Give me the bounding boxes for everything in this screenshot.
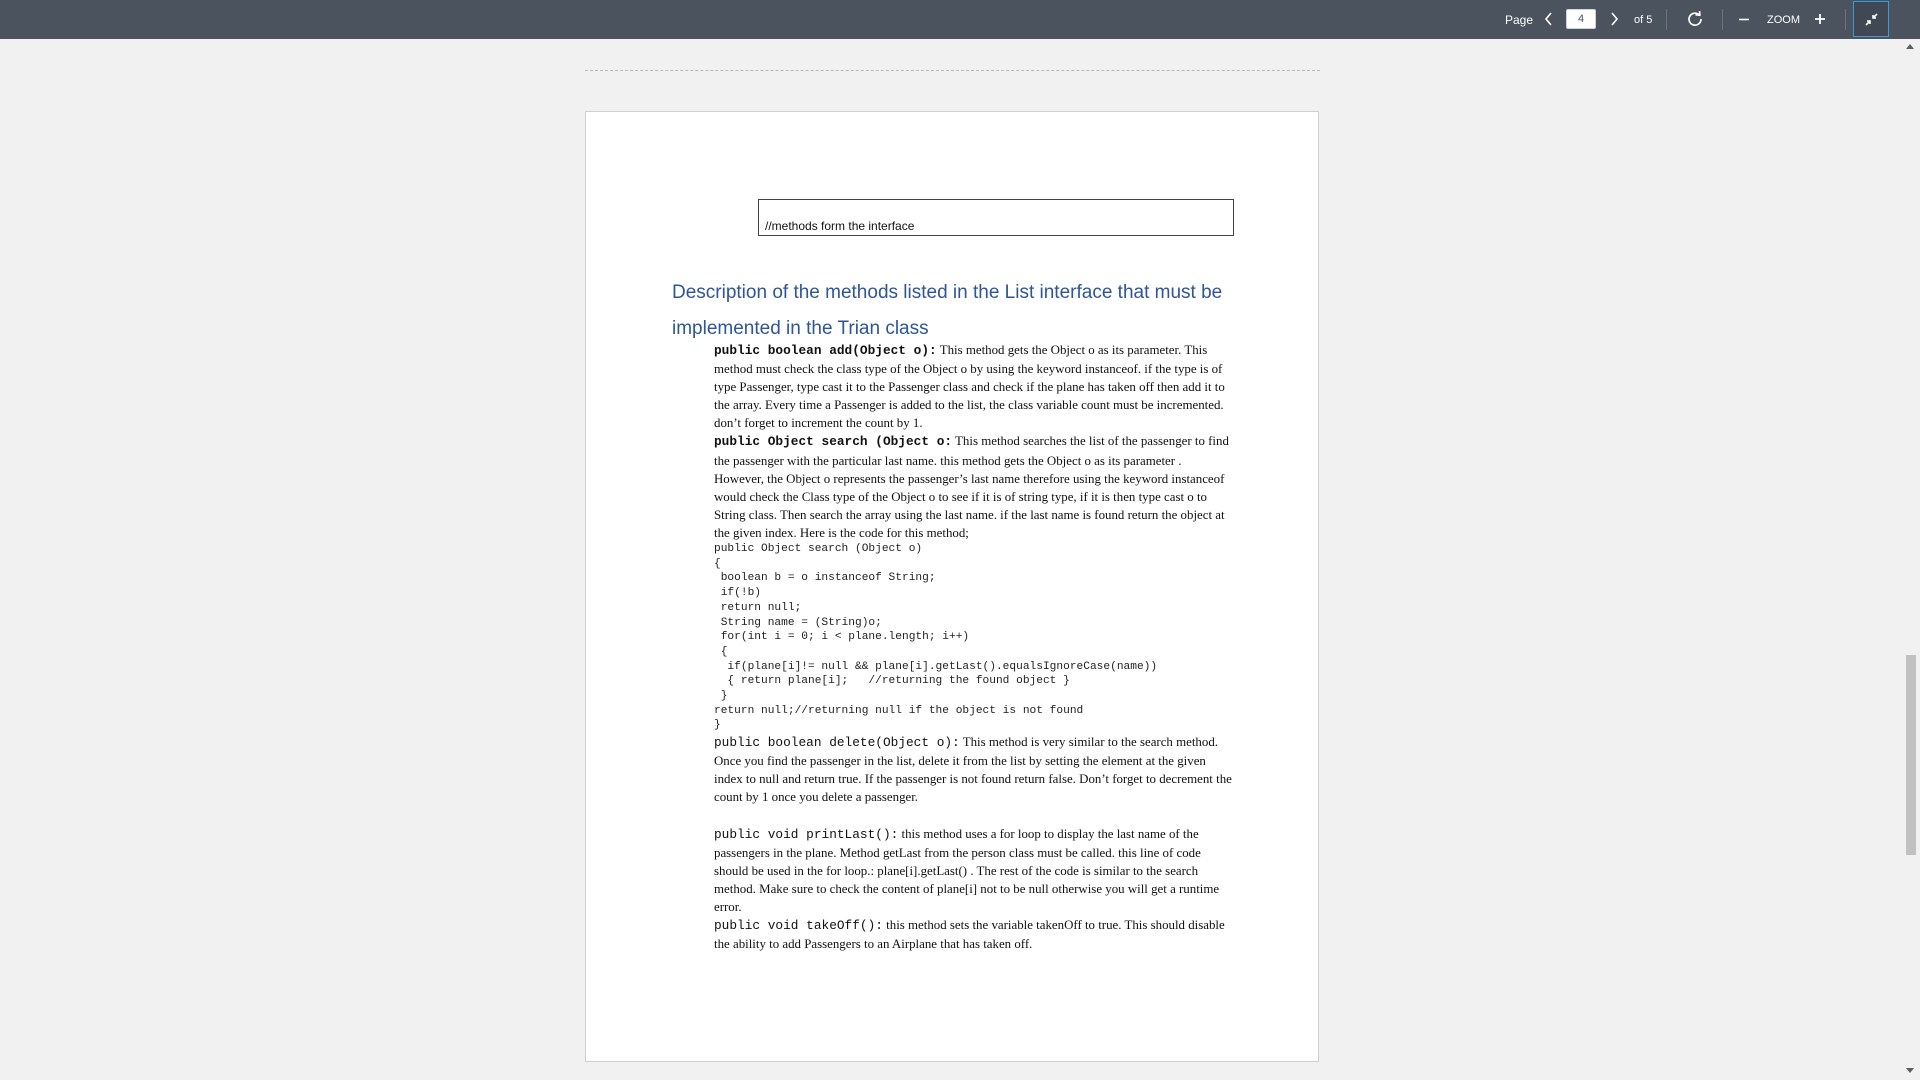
delete-method-description: This method is very similar to the search method. Once you find the passenger in the list, delete it from the list by setting the element at the given index to null and return true. If the passenger is not found return false. Don’t forget to decrement the count by 1 once you delete a passenger. bbox=[714, 735, 1232, 805]
toolbar-divider bbox=[1845, 9, 1846, 30]
plus-icon[interactable] bbox=[1813, 12, 1827, 26]
delete-method-paragraph bbox=[714, 733, 1234, 806]
minus-icon[interactable] bbox=[1737, 12, 1751, 26]
code-line: return null;//returning null if the object is not found bbox=[714, 704, 1084, 717]
page-count-label: of 5 bbox=[1634, 14, 1653, 26]
add-method-paragraph bbox=[714, 341, 1234, 432]
toolbar-divider bbox=[1722, 9, 1723, 30]
exit-fullscreen-button[interactable] bbox=[1853, 1, 1889, 37]
code-box-text: //methods form the interface bbox=[765, 219, 915, 233]
method-descriptions bbox=[714, 341, 1234, 953]
viewer-toolbar bbox=[0, 0, 1920, 39]
search-method-signature: public Object search (Object o: bbox=[714, 434, 953, 450]
code-line: String name = (String)o; bbox=[714, 616, 882, 629]
printlast-method-description: this method uses a for loop to display the last name of the passengers in the plane. Method getLast from the person class must be called. this line of code should be used in the for loop.: plane[i].getLast() . The rest of the code is similar to the search method. Make sure to check the content of plane[i] not to be null otherwise you will get a runtime error. bbox=[714, 826, 1220, 914]
code-line: for(int i = 0; i < plane.length; i++) bbox=[714, 631, 970, 644]
takeoff-method-signature: public void takeOff(): bbox=[714, 918, 883, 934]
section-heading: Description of the methods listed in the List interface that must be implemented in the Trian class bbox=[672, 282, 1223, 339]
scroll-down-arrow-icon[interactable] bbox=[1906, 1068, 1914, 1073]
zoom-label: ZOOM bbox=[1767, 14, 1800, 26]
add-method-signature: public boolean add(Object o): bbox=[714, 343, 937, 358]
takeoff-method-paragraph bbox=[714, 916, 1234, 953]
paragraph-spacer bbox=[714, 807, 1234, 825]
takeoff-method-description: this method sets the variable takenOff to true. This should disable the ability to add Passengers to an Airplane that has taken off. bbox=[714, 918, 1225, 952]
code-line: { bbox=[714, 557, 721, 570]
code-line: } bbox=[714, 719, 721, 732]
chevron-right-icon[interactable] bbox=[1607, 10, 1621, 28]
scroll-up-arrow-icon[interactable] bbox=[1906, 44, 1914, 49]
search-method-paragraph bbox=[714, 432, 1234, 542]
page-number-input[interactable] bbox=[1566, 9, 1596, 29]
code-line: } bbox=[714, 690, 728, 703]
code-line: { bbox=[714, 645, 728, 658]
code-line: if(!b) bbox=[714, 587, 761, 600]
document-page bbox=[585, 111, 1319, 1062]
scrollbar-thumb[interactable] bbox=[1906, 655, 1916, 855]
code-line: { return plane[i]; //returning the found object } bbox=[714, 675, 1070, 688]
previous-page-edge bbox=[585, 70, 1320, 71]
search-method-description: This method searches the list of the passenger to find the passenger with the particular last name. this method gets the Object o as its parameter . However, the Object o represents the passenger’s last name therefore using the keyword instanceof would check the Class type of the Object o to see if it is of string type, if it is then type cast o to String class. Then search the array using the last name. if the last name is found return the object at the given index. Here is the code for this method; bbox=[714, 434, 1229, 540]
rotate-icon[interactable] bbox=[1686, 10, 1704, 28]
printlast-method-paragraph bbox=[714, 825, 1234, 916]
code-line: if(plane[i]!= null && plane[i].getLast().equalsIgnoreCase(name)) bbox=[714, 660, 1158, 673]
printlast-method-signature: public void printLast(): bbox=[714, 826, 899, 842]
page-label: Page bbox=[1505, 13, 1534, 27]
code-line: public Object search (Object o) bbox=[714, 543, 923, 556]
toolbar-divider bbox=[1666, 9, 1667, 30]
search-code-block bbox=[714, 542, 1234, 733]
collapse-icon bbox=[1864, 12, 1879, 27]
add-method-description: This method gets the Object o as its parameter. This method must check the class type of the Object o by using the keyword instanceof. if the type is of type Passenger, type cast it to the Passenger class and check if the plane has taken off then add it to the array. Every time a Passenger is added to the list, the class variable count must be incremented. don’t forget to increment the count by 1. bbox=[714, 343, 1225, 431]
code-line: boolean b = o instanceof String; bbox=[714, 572, 936, 585]
chevron-left-icon[interactable] bbox=[1542, 10, 1556, 28]
vertical-scrollbar[interactable] bbox=[1902, 39, 1920, 1080]
delete-method-signature: public boolean delete(Object o): bbox=[714, 735, 960, 751]
code-box bbox=[758, 199, 1234, 236]
code-line: return null; bbox=[714, 601, 802, 614]
